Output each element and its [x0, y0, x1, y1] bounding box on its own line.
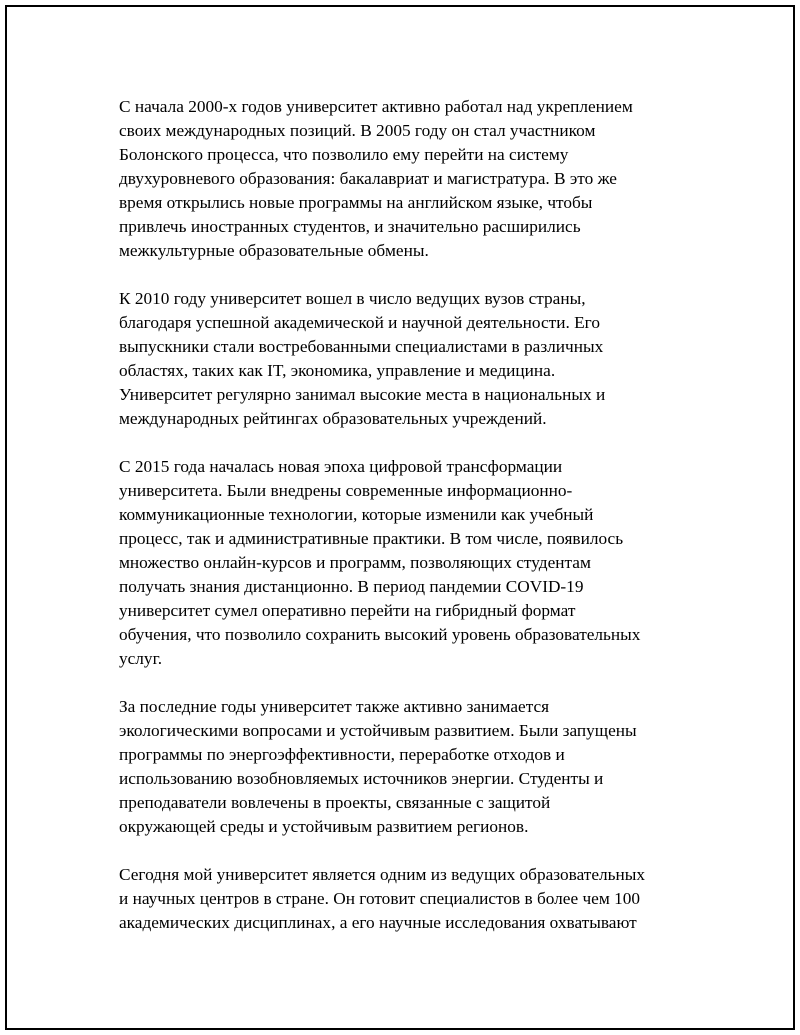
text-line: университета. Были внедрены современные информационно- [119, 481, 573, 500]
text-line: Университет регулярно занимал высокие места в национальных и [119, 385, 606, 404]
text-line: Сегодня мой университет является одним из ведущих образовательных [119, 865, 646, 884]
text-line: благодаря успешной академической и научной деятельности. Его [119, 313, 600, 332]
paragraph-1 [119, 95, 689, 263]
text-line: К 2010 году университет вошел в число ведущих вузов страны, [119, 289, 586, 308]
text-line: Болонского процесса, что позволило ему перейти на систему [119, 145, 569, 164]
text-line: привлечь иностранных студентов, и значительно расширились [119, 217, 581, 236]
text-line: услуг. [119, 649, 163, 668]
text-line: обучения, что позволило сохранить высокий уровень образовательных [119, 625, 641, 644]
text-line: процесс, так и административные практики. В том числе, появилось [119, 529, 624, 548]
text-line: экологическими вопросами и устойчивым развитием. Были запущены [119, 721, 637, 740]
text-line: программы по энергоэффективности, переработке отходов и [119, 745, 565, 764]
text-line: университет сумел оперативно перейти на гибридный формат [119, 601, 576, 620]
paragraph-5 [119, 863, 689, 935]
paragraph-4 [119, 695, 689, 839]
paragraph-2 [119, 287, 689, 431]
document-page [5, 5, 795, 1030]
text-line: время открылись новые программы на английском языке, чтобы [119, 193, 593, 212]
text-line: своих международных позиций. В 2005 году он стал участником [119, 121, 596, 140]
text-line: выпускники стали востребованными специалистами в различных [119, 337, 604, 356]
text-line: областях, таких как IT, экономика, управление и медицина. [119, 361, 556, 380]
text-line: академических дисциплинах, а его научные исследования охватывают [119, 913, 637, 932]
text-line: межкультурные образовательные обмены. [119, 241, 429, 260]
text-line: международных рейтингах образовательных учреждений. [119, 409, 547, 428]
text-line: получать знания дистанционно. В период пандемии COVID-19 [119, 577, 584, 596]
text-line: С начала 2000-х годов университет активно работал над укреплением [119, 97, 633, 116]
text-line: использованию возобновляемых источников энергии. Студенты и [119, 769, 604, 788]
document-body [119, 95, 689, 959]
paragraph-3 [119, 455, 689, 671]
text-line: За последние годы университет также активно занимается [119, 697, 550, 716]
text-line: и научных центров в стране. Он готовит специалистов в более чем 100 [119, 889, 641, 908]
text-line: преподаватели вовлечены в проекты, связанные с защитой [119, 793, 551, 812]
text-line: множество онлайн-курсов и программ, позволяющих студентам [119, 553, 591, 572]
text-line: С 2015 года началась новая эпоха цифровой трансформации [119, 457, 563, 476]
text-line: двухуровневого образования: бакалавриат и магистратура. В это же [119, 169, 617, 188]
text-line: коммуникационные технологии, которые изменили как учебный [119, 505, 594, 524]
text-line: окружающей среды и устойчивым развитием регионов. [119, 817, 529, 836]
